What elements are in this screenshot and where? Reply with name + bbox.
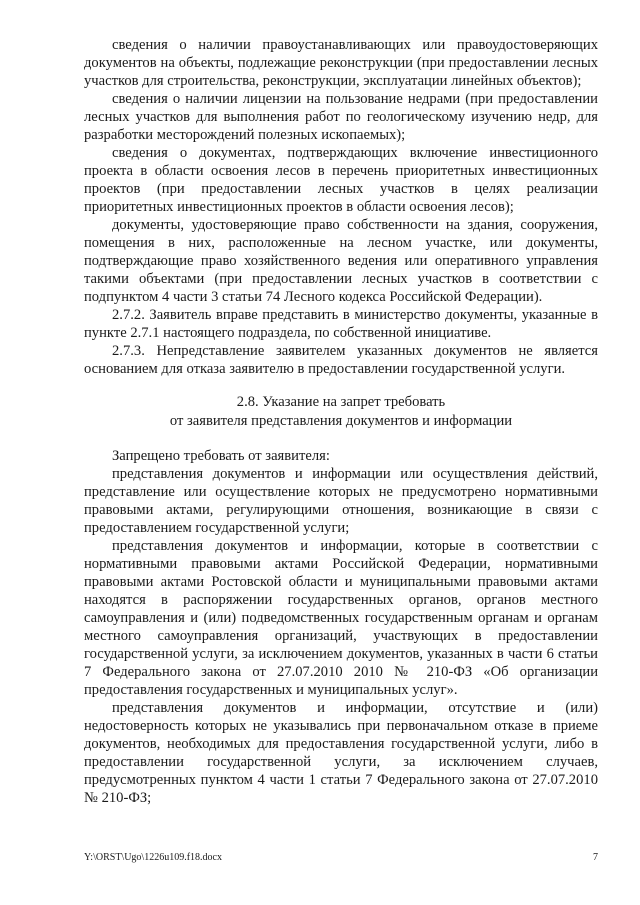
paragraph-prohibition-3: представления документов и информации, отсутствие и (или) недостоверность которых не указывались при первоначальном отказе в приеме документов, необходимых для предоставления государственной услуги, либо в предоставлении государственной услуги, за исключением случаев, предусмотренных пунктом 4 части 1 статьи 7 Федерального закона от 27.07.2010 № 210-ФЗ; [84, 700, 598, 806]
document-page [84, 36, 598, 807]
paragraph-2-7-2: 2.7.2. Заявитель вправе представить в министерство документы, указанные в пункте 2.7.1 настоящего подраздела, по собственной инициативе. [84, 307, 598, 341]
footer-file-path: Y:\ORST\Ugo\1226u109.f18.docx [84, 852, 222, 863]
paragraph-prohibition-2: представления документов и информации, которые в соответствии с нормативными правовыми актами Российской Федерации, нормативными правовыми актами Ростовской области и муниципальными правовыми актами находятся в распоряжении государственных органов, органов местного самоуправления и (или) подведомственных государственным органам и органам местного самоуправления организаций, участвующих в предоставлении государственной услуги, за исключением документов, указанных в части 6 статьи 7 Федерального закона от 27.07.2010 2010 № 210-ФЗ «Об организации предоставления государственных и муниципальных услуг». [84, 538, 598, 698]
paragraph-property-rights: документы, удостоверяющие право собственности на здания, сооружения, помещения в них, расположенные на лесном участке, или документы, подтверждающие право хозяйственного ведения или оперативного управления такими объектами (при предоставлении лесных участков в соответствии с подпунктом 4 части 3 статьи 74 Лесного кодекса Российской Федерации). [84, 217, 598, 305]
section-heading-line-2: от заявителя представления документов и информации [169, 413, 513, 429]
section-heading-line-1: 2.8. Указание на запрет требовать [236, 394, 446, 410]
paragraph-ownership-documents: сведения о наличии правоустанавливающих или правоудостоверяющих документов на объекты, подлежащие реконструкции (при предоставлении лесных участков для строительства, реконструкции, эксплуатации линейных объектов); [84, 37, 598, 89]
footer-page-number: 7 [593, 852, 598, 863]
intro-text: Запрещено требовать от заявителя: [112, 448, 330, 464]
paragraph-prohibition-1: представления документов и информации или осуществления действий, представление или осуществление которых не предусмотрено нормативными правовыми актами, регулирующими отношения, возникающие в связи с предоставлением государственной услуги; [84, 466, 598, 536]
paragraph-investment-project: сведения о документах, подтверждающих включение инвестиционного проекта в области освоения лесов в перечень приоритетных инвестиционных проектов (при предоставлении лесных участков в целях реализации приоритетных инвестиционных проектов в области освоения лесов); [84, 145, 598, 215]
paragraph-2-7-3: 2.7.3. Непредставление заявителем указанных документов не является основанием для отказа заявителю в предоставлении государственной услуги. [84, 343, 598, 377]
paragraph-subsoil-license: сведения о наличии лицензии на пользование недрами (при предоставлении лесных участков для выполнения работ по геологическому изучению недр, для разработки месторождений полезных ископаемых); [84, 91, 598, 143]
section-heading [84, 393, 598, 431]
